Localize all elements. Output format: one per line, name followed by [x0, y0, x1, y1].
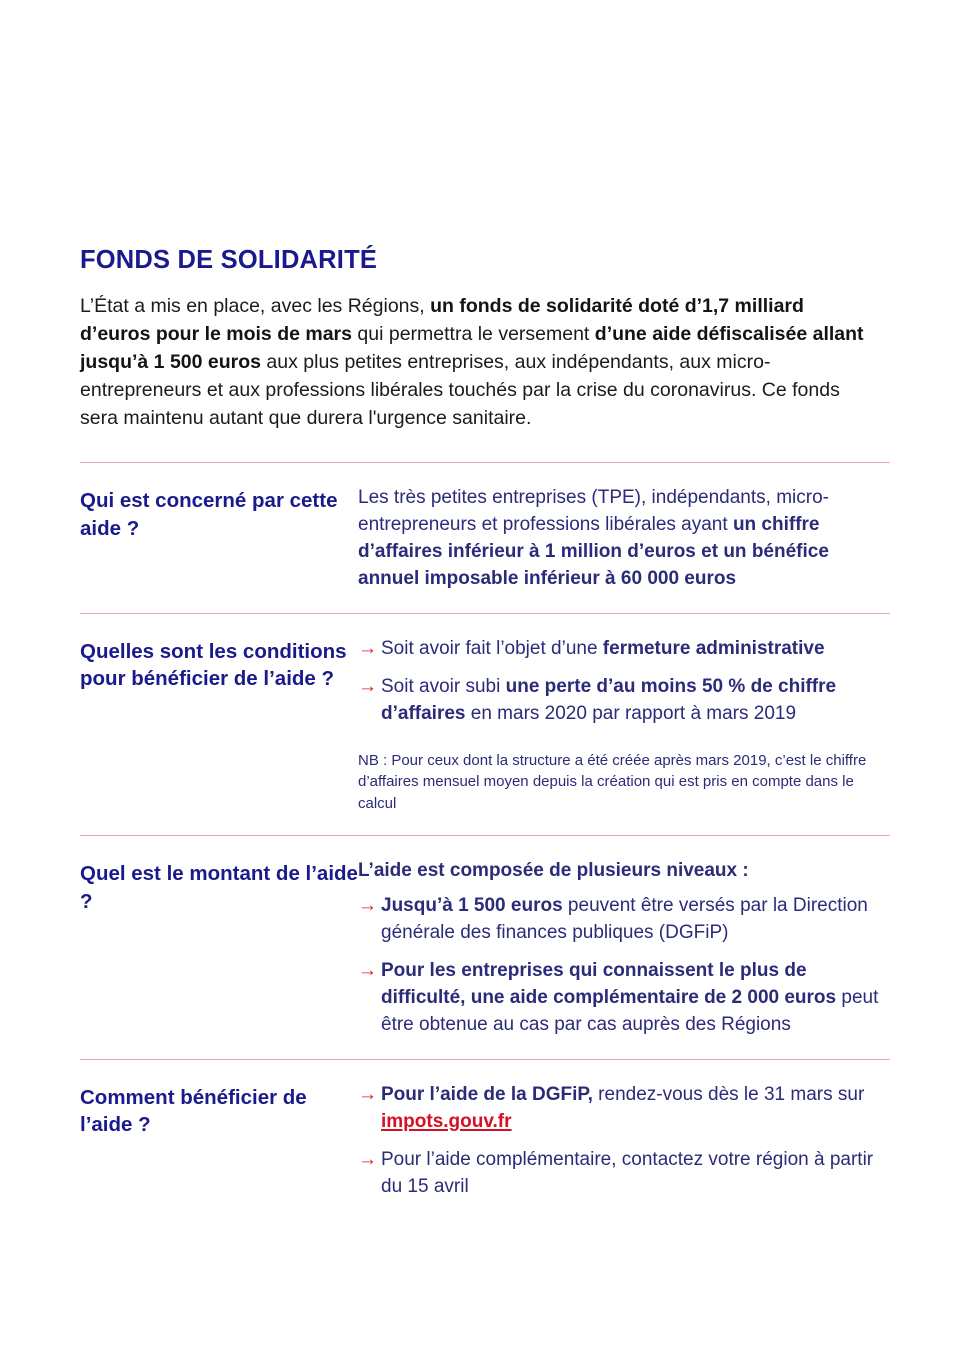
section-qui-est-concerne — [80, 463, 890, 613]
bullet-bold: Jusqu’à 1 500 euros — [381, 894, 563, 916]
arrow-right-icon: → — [358, 1148, 377, 1170]
answer-conditions — [358, 636, 890, 815]
impots-gouv-fr-link[interactable]: impots.gouv.fr — [381, 1110, 512, 1132]
list-item — [358, 1147, 890, 1201]
bullet-list-comment — [358, 1082, 890, 1201]
list-item — [358, 958, 890, 1039]
bullet-bold: fermeture administrative — [602, 637, 825, 659]
answer-bold-text: un chiffre d’affaires inférieur à 1 million d’euros et un bénéfice annuel imposable inférieur à 60 000 euros — [358, 513, 829, 589]
arrow-right-icon: → — [358, 637, 377, 659]
answer-plain-text: Les très petites entreprises (TPE), indépendants, micro-entrepreneurs et professions libérales ayant — [358, 486, 829, 535]
bullet-plain-after: en mars 2020 par rapport à mars 2019 — [465, 702, 797, 724]
answer-lead-montant: L’aide est composée de plusieurs niveaux : — [358, 859, 749, 881]
list-item — [358, 636, 890, 663]
bullet-plain-before: Soit avoir fait l’objet d’une — [381, 637, 603, 659]
question-label-comment-beneficier: Comment bénéficier de l’aide ? — [80, 1085, 307, 1137]
arrow-right-icon: → — [358, 959, 377, 981]
bullet-bold: Pour les entreprises qui connaissent le plus de difficulté, une aide complémentaire de 2 000 euros — [381, 959, 837, 1008]
intro-text-part2: qui permettra le versement — [352, 322, 595, 345]
intro-text-part1: L’État a mis en place, avec les Régions, — [80, 294, 431, 317]
bullet-plain-before: Pour l’aide complémentaire, contactez votre région à partir du 15 avril — [381, 1148, 874, 1197]
nb-note: NB : Pour ceux dont la structure a été créée après mars 2019, c’est le chiffre d’affaires mensuel moyen depuis la création qui est pris en compte dans le calcul — [358, 751, 867, 813]
list-item — [358, 1082, 890, 1136]
arrow-right-icon: → — [358, 675, 377, 697]
answer-comment-beneficier — [358, 1082, 890, 1201]
answer-paragraph — [358, 485, 890, 593]
bullet-plain-after: peut être obtenue au cas par cas auprès des Régions — [381, 986, 879, 1035]
intro-paragraph — [80, 292, 870, 432]
arrow-right-icon: → — [358, 894, 377, 916]
bullet-list-conditions — [358, 636, 890, 728]
bullet-bold: Pour l’aide de la DGFiP, — [381, 1083, 593, 1105]
list-item — [358, 893, 890, 947]
list-item — [358, 674, 890, 728]
answer-qui-est-concerne — [358, 485, 890, 593]
question-label-montant: Quel est le montant de l’aide ? — [80, 861, 358, 913]
bullet-plain-after: peuvent être versés par la Direction générale des finances publiques (DGFiP) — [381, 894, 868, 943]
arrow-right-icon: → — [358, 1083, 377, 1105]
bullet-list-montant — [358, 893, 890, 1039]
bullet-plain-before: Soit avoir subi — [381, 675, 506, 697]
section-montant — [80, 836, 890, 1059]
intro-text-part3: aux plus petites entreprises, aux indépendants, aux micro-entrepreneurs et aux professions libérales touchés par la crise du coronavirus. Ce fonds sera maintenu autant que durera l'urgence sanitaire. — [80, 350, 840, 429]
intro-text-bold1: un fonds de solidarité doté d’1,7 milliard d’euros pour le mois de mars — [80, 294, 804, 345]
question-label-qui-est-concerne: Qui est concerné par cette aide ? — [80, 488, 338, 540]
page-title: FONDS DE SOLIDARITÉ — [80, 246, 378, 274]
question-label-conditions: Quelles sont les conditions pour bénéficier de l’aide ? — [80, 639, 347, 691]
bullet-plain-after: rendez-vous dès le 31 mars sur — [592, 1083, 865, 1105]
section-comment-beneficier — [80, 1060, 890, 1221]
section-conditions — [80, 614, 890, 835]
bullet-bold: une perte d’au moins 50 % de chiffre d’affaires — [381, 675, 837, 724]
answer-montant — [358, 858, 890, 1039]
intro-text-bold2: d’une aide défiscalisée allant jusqu’à 1 500 euros — [80, 322, 864, 373]
